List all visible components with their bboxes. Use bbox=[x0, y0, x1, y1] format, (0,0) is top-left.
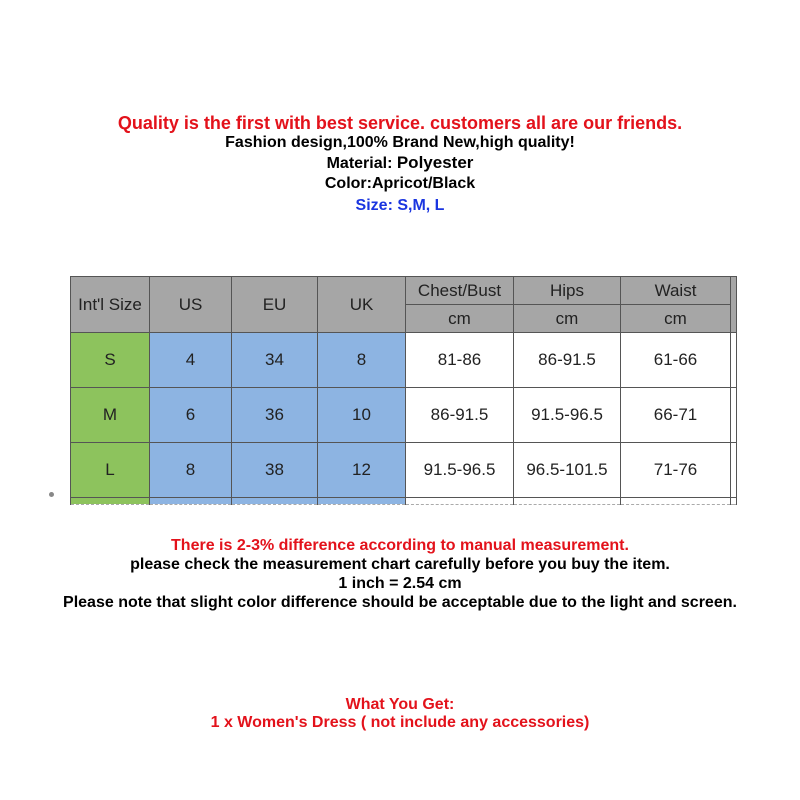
unit-waist: cm bbox=[621, 305, 731, 333]
size-chart-table bbox=[70, 276, 737, 505]
cell-chest: 81-86 bbox=[406, 333, 514, 388]
header-us: US bbox=[150, 277, 232, 333]
cut-cell bbox=[731, 498, 737, 505]
cut-cell bbox=[621, 498, 731, 505]
cell-edge bbox=[731, 388, 737, 443]
fashion-text: Fashion design,100% Brand New,high quality! bbox=[225, 134, 575, 151]
header-edge bbox=[731, 277, 737, 333]
check-note: please check the measurement chart carefully before you buy the item. bbox=[130, 556, 670, 573]
inch-note: 1 inch = 2.54 cm bbox=[338, 575, 462, 592]
cell-eu: 38 bbox=[232, 443, 318, 498]
cut-cell bbox=[150, 498, 232, 505]
table-cut-row bbox=[71, 498, 737, 505]
cell-chest: 86-91.5 bbox=[406, 388, 514, 443]
header-chest: Chest/Bust bbox=[406, 277, 514, 305]
cell-uk: 12 bbox=[318, 443, 406, 498]
table-header-row bbox=[71, 277, 737, 305]
size-text: Size: S,M, L bbox=[355, 197, 445, 214]
cell-edge bbox=[731, 443, 737, 498]
header-eu: EU bbox=[232, 277, 318, 333]
difference-note: There is 2-3% difference according to manual measurement. bbox=[171, 537, 629, 554]
package-title: What You Get: bbox=[345, 696, 455, 713]
cut-cell bbox=[318, 498, 406, 505]
material-value: Polyester bbox=[396, 153, 474, 172]
header-uk: UK bbox=[318, 277, 406, 333]
material-label: Material: bbox=[326, 155, 397, 172]
cell-uk: 10 bbox=[318, 388, 406, 443]
color-difference-note: Please note that slight color difference should be acceptable due to the light and screen. bbox=[63, 594, 737, 611]
table-row bbox=[71, 333, 737, 388]
table-row bbox=[71, 443, 737, 498]
cell-intl-size: L bbox=[71, 443, 150, 498]
cell-edge bbox=[731, 333, 737, 388]
cell-intl-size: M bbox=[71, 388, 150, 443]
table-row bbox=[71, 388, 737, 443]
unit-hips: cm bbox=[514, 305, 621, 333]
cut-cell bbox=[71, 498, 150, 505]
cut-cell bbox=[514, 498, 621, 505]
cell-hips: 86-91.5 bbox=[514, 333, 621, 388]
header-hips: Hips bbox=[514, 277, 621, 305]
cell-waist: 71-76 bbox=[621, 443, 731, 498]
cut-cell bbox=[406, 498, 514, 505]
cell-us: 4 bbox=[150, 333, 232, 388]
material-line bbox=[0, 153, 800, 173]
tagline-text: Quality is the first with best service. customers all are our friends. bbox=[117, 113, 683, 133]
stray-dot bbox=[49, 492, 54, 497]
cell-us: 6 bbox=[150, 388, 232, 443]
cell-hips: 96.5-101.5 bbox=[514, 443, 621, 498]
cell-us: 8 bbox=[150, 443, 232, 498]
package-item: 1 x Women's Dress ( not include any accessories) bbox=[210, 714, 590, 731]
header-waist: Waist bbox=[621, 277, 731, 305]
cell-uk: 8 bbox=[318, 333, 406, 388]
cell-waist: 61-66 bbox=[621, 333, 731, 388]
cell-intl-size: S bbox=[71, 333, 150, 388]
unit-chest: cm bbox=[406, 305, 514, 333]
cell-eu: 36 bbox=[232, 388, 318, 443]
header-intl-size: Int'l Size bbox=[71, 277, 150, 333]
cell-hips: 91.5-96.5 bbox=[514, 388, 621, 443]
cell-chest: 91.5-96.5 bbox=[406, 443, 514, 498]
cut-cell bbox=[232, 498, 318, 505]
color-text: Color:Apricot/Black bbox=[324, 175, 476, 192]
cell-waist: 66-71 bbox=[621, 388, 731, 443]
cell-eu: 34 bbox=[232, 333, 318, 388]
